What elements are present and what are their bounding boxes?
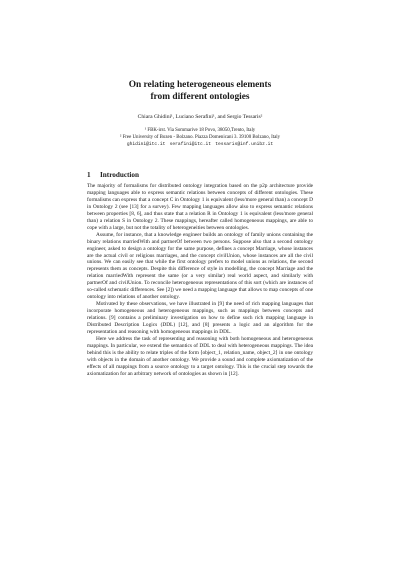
affiliation-2: ² Free University of Bozen - Bolzano. Piazza Domenicani 3. 39100 Bolzano, Italy [119,134,281,140]
section-title-text: Introduction [100,171,140,179]
affiliations [0,128,400,141]
author-emails: ghidini@itc.it serafini@itc.it tessaris@inf.unibz.it [126,142,274,147]
section-heading [87,171,139,180]
section-number: 1 [87,171,91,179]
section-body [87,183,313,378]
paragraph-4: Here we address the task of representing and reasoning with both homogeneous and heterogeneous mappings. In particular, we extend the semantics of DDL to deal with heterogeneous mappings. The idea behind this is the ability to relate triples of the form ⟨object_1, relation_name, object_2⟩ in one ontology with objects in the domain of another ontology. We provide a sound and complete axiomatization of the effects of all mappings from a source ontology to a target ontology. This is the crucial step towards the axiomatization for an arbitrary network of ontologies as shown in [12]. [87,335,313,377]
paragraph-1: The majority of formalisms for distributed ontology integration based on the p2p architecture provide mapping languages able to express semantic relations between concepts of different ontologies. These formalisms can express that a concept C in Ontology 1 is equivalent (less/more general than) a concept D in Ontology 2 (see [13] for a survey). Few mapping languages allow also to express semantic relations between properties [8, 6], and thus state that a relation R in Ontology 1 is equivalent (less/more general than) a relation S in Ontology 2. These mappings, hereafter called homogeneous mappings, are able to cope with a large, but not the totality of heterogeneities between ontologies. [87,183,313,231]
title-line-1: On relating heterogeneous elements [128,80,272,90]
title-line-2: from different ontologies [150,92,250,102]
paragraph-3: Motivated by these observations, we have illustrated in [9] the need of rich mapping languages that incorporate homogeneous and heterogeneous mappings, such as mappings between concepts and relations. [9] contains a preliminary investigation on how to define such rich mapping language in Distributed Description Logics (DDL) [12], and [8] presents a logic and an algorithm for the representation and reasoning with homogeneous mappings in DDL. [87,301,313,336]
paper-title [0,79,400,103]
author-list: Chiara Ghidini¹, Luciano Serafini¹, and Sergio Tessaris² [137,114,263,120]
paragraph-2: Assume, for instance, that a knowledge engineer builds an ontology of family unions containing the binary relations marriedWith and partnerOf between two persons. Suppose also that a second ontology engineer, asked to design a ontology for the same purpose, defines a concept Marriage, whose instances are the actual civil or religious marriages, and the concept civilUnion, whose instances are all the civil unions. We can easily see that while the first ontology prefers to model unions as relations, the second represents them as concepts. Despite this difference of style in modelling, the concept Marriage and the relation marriedWith represent the same (or a very similar) real world aspect, and similarly with partnerOf and civilUnion. To reconcile heterogeneous representations of this sort (which are instances of so-called schematic differences. See [2]) we need a mapping language that allows to map concepts of one ontology into relations of another ontology. [87,231,313,301]
affiliation-1: ¹ FBK-irst. Via Sommarive 18 Povo, 38050,Trento, Italy [144,128,256,133]
